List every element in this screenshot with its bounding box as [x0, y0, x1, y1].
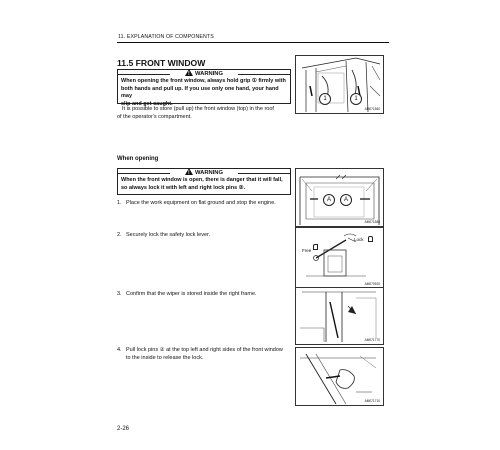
- figure-code: AM071580: [364, 220, 380, 224]
- intro-paragraph: [117, 106, 293, 121]
- step-text: Securely lock the safety lock lever.: [126, 232, 211, 238]
- callout-a-right: A: [340, 194, 352, 206]
- lock-label: Lock: [354, 237, 364, 242]
- step-1: [117, 200, 297, 208]
- step-3: [117, 291, 297, 299]
- figure-window-grips: [295, 55, 384, 114]
- warning-text: [121, 78, 287, 108]
- figure-cab-front: [295, 168, 384, 227]
- warning-text: [121, 177, 287, 192]
- page-title: 11.5 FRONT WINDOW: [117, 58, 206, 68]
- figure-code: AM070920: [364, 282, 380, 286]
- warning-line: When opening the front window, always hold grip ① firmly with: [121, 78, 286, 84]
- warning-line: so always lock it with left and right lock pins ②.: [121, 184, 246, 191]
- warning-line: slip and get caught.: [121, 100, 173, 107]
- step-text-continued: to the inside to release the lock.: [126, 354, 204, 361]
- warning-line: both hands and pull up. If you use only one hand, your hand may: [121, 85, 279, 100]
- figure-code: AM071560: [364, 107, 380, 111]
- intro-line: It is possible to store (pull up) the front window (top) in the roof: [122, 106, 274, 112]
- padlock-closed-icon: [368, 236, 373, 242]
- warning-box-grip: [117, 69, 291, 107]
- step-text: Place the work equipment on flat ground and stop the engine.: [126, 200, 276, 206]
- section-header: 11. EXPLANATION OF COMPONENTS: [118, 34, 214, 40]
- warning-triangle-icon: [185, 168, 193, 175]
- warning-heading: [118, 69, 290, 78]
- intro-line: of the operator's compartment.: [117, 113, 192, 120]
- warning-label: WARNING: [194, 170, 224, 176]
- warning-heading: [118, 168, 290, 177]
- wiper-stored-illustration: [296, 288, 383, 344]
- figure-lock-pins: [295, 347, 384, 406]
- callout-1-left: 1: [319, 93, 331, 105]
- step-text: Pull lock pins ② at the top left and right sides of the front window: [126, 347, 283, 353]
- padlock-open-icon: [313, 244, 318, 250]
- header-rule: [117, 42, 389, 43]
- figure-code: AM071770: [364, 338, 380, 342]
- step-4: [117, 347, 297, 362]
- warning-line: When the front window is open, there is danger that it will fall,: [121, 177, 283, 183]
- warning-label: WARNING: [194, 71, 224, 77]
- warning-box-lock: [117, 168, 291, 195]
- free-label: Free: [302, 248, 312, 253]
- step-2: [117, 232, 297, 240]
- subheading-when-opening: When opening: [117, 156, 159, 162]
- callout-1-right: 1: [350, 93, 362, 105]
- step-number: 1.: [117, 200, 122, 206]
- warning-triangle-icon: [185, 69, 193, 76]
- step-number: 4.: [117, 347, 122, 353]
- step-number: 3.: [117, 291, 122, 297]
- page-number: 2-26: [117, 426, 130, 432]
- window-grips-illustration: [296, 56, 383, 113]
- step-number: 2.: [117, 232, 122, 238]
- step-text: Confirm that the wiper is stored inside the right frame.: [126, 291, 257, 297]
- callout-a-left: A: [323, 194, 335, 206]
- figure-safety-lever: [295, 227, 384, 289]
- lock-pins-illustration: [296, 348, 383, 405]
- figure-wiper-stored: [295, 287, 384, 345]
- figure-code: AM071710: [364, 399, 380, 403]
